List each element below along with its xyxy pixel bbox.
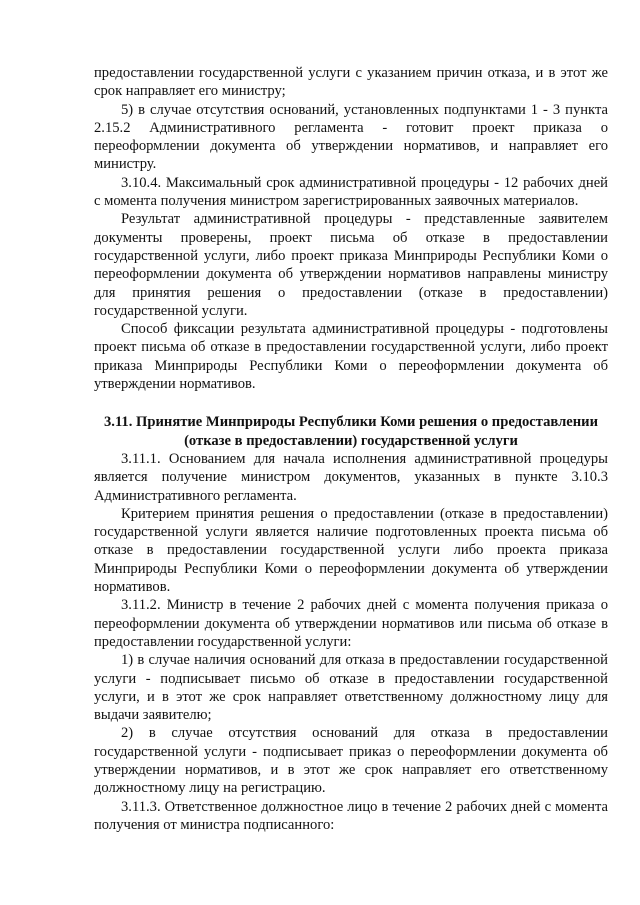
paragraph-3-10-4: 3.10.4. Максимальный срок административной процедуры - 12 рабочих дней с момента получения министром зарегистрированных заявочных материалов. [94, 174, 608, 210]
section-heading-3-11: 3.11. Принятие Минприроды Республики Коми решения о предоставлении (отказе в предоставлении) государственной услуги [104, 414, 598, 449]
paragraph-result: Результат административной процедуры - представленные заявителем документы проверены, проект письма об отказе в предоставлении государственной услуги, либо проект приказа Минприроды Республики Коми о переоформлении документа об утверждении нормативов направлены министру для принятия решения о предоставлении (отказе в предоставлении) государственной услуги. [94, 211, 608, 319]
paragraph-continuation: предоставлении государственной услуги с указанием причин отказа, и в этот же срок направляет его министру; [94, 65, 608, 100]
paragraph-fixation: Способ фиксации результата административной процедуры - подготовлены проект письма об отказе в предоставлении государственной услуги, либо проект приказа Минприроды Республики Коми о переоформлении документа об утверждении нормативов. [94, 321, 608, 393]
paragraph-3-11-2: 3.11.2. Министр в течение 2 рабочих дней с момента получения приказа о переоформлении документа об утверждении нормативов или письма об отказе в предоставлении государственной услуги: [94, 597, 608, 650]
paragraph-item-1: 1) в случае наличия оснований для отказа в предоставлении государственной услуги - подписывает письмо об отказе в предоставлении государственной услуги, и в этот же срок направляет ответственному должностному лицу для выдачи заявителю; [94, 652, 608, 724]
paragraph-item-2: 2) в случае отсутствия оснований для отказа в предоставлении государственной услуги - подписывает приказ о переоформлении документа об утверждении нормативов, и в этот же срок направляет его ответственному должностному лицу на регистрацию. [94, 725, 608, 797]
paragraph-3-11-3: 3.11.3. Ответственное должностное лицо в течение 2 рабочих дней с момента получения от министра подписанного: [94, 798, 608, 833]
paragraph-3-11-1: 3.11.1. Основанием для начала исполнения административной процедуры является получение министром документов, указанных в пункте 3.10.3 Административного регламента. [94, 450, 608, 504]
section-gap [94, 393, 608, 413]
paragraph-item-5: 5) в случае отсутствия оснований, установленных подпунктами 1 - 3 пункта 2.15.2 Административного регламента - готовит проект приказа о переоформлении документа об утверждении нормативов, и направляет его министру. [94, 101, 608, 173]
paragraph-criterion: Критерием принятия решения о предоставлении (отказе в предоставлении) государственной услуги является наличие подготовленных проекта письма об отказе в предоставлении государственной услуги либо проекта приказа Минприроды Республики Коми о переоформлении документа об утверждении нормативов. [94, 505, 608, 596]
